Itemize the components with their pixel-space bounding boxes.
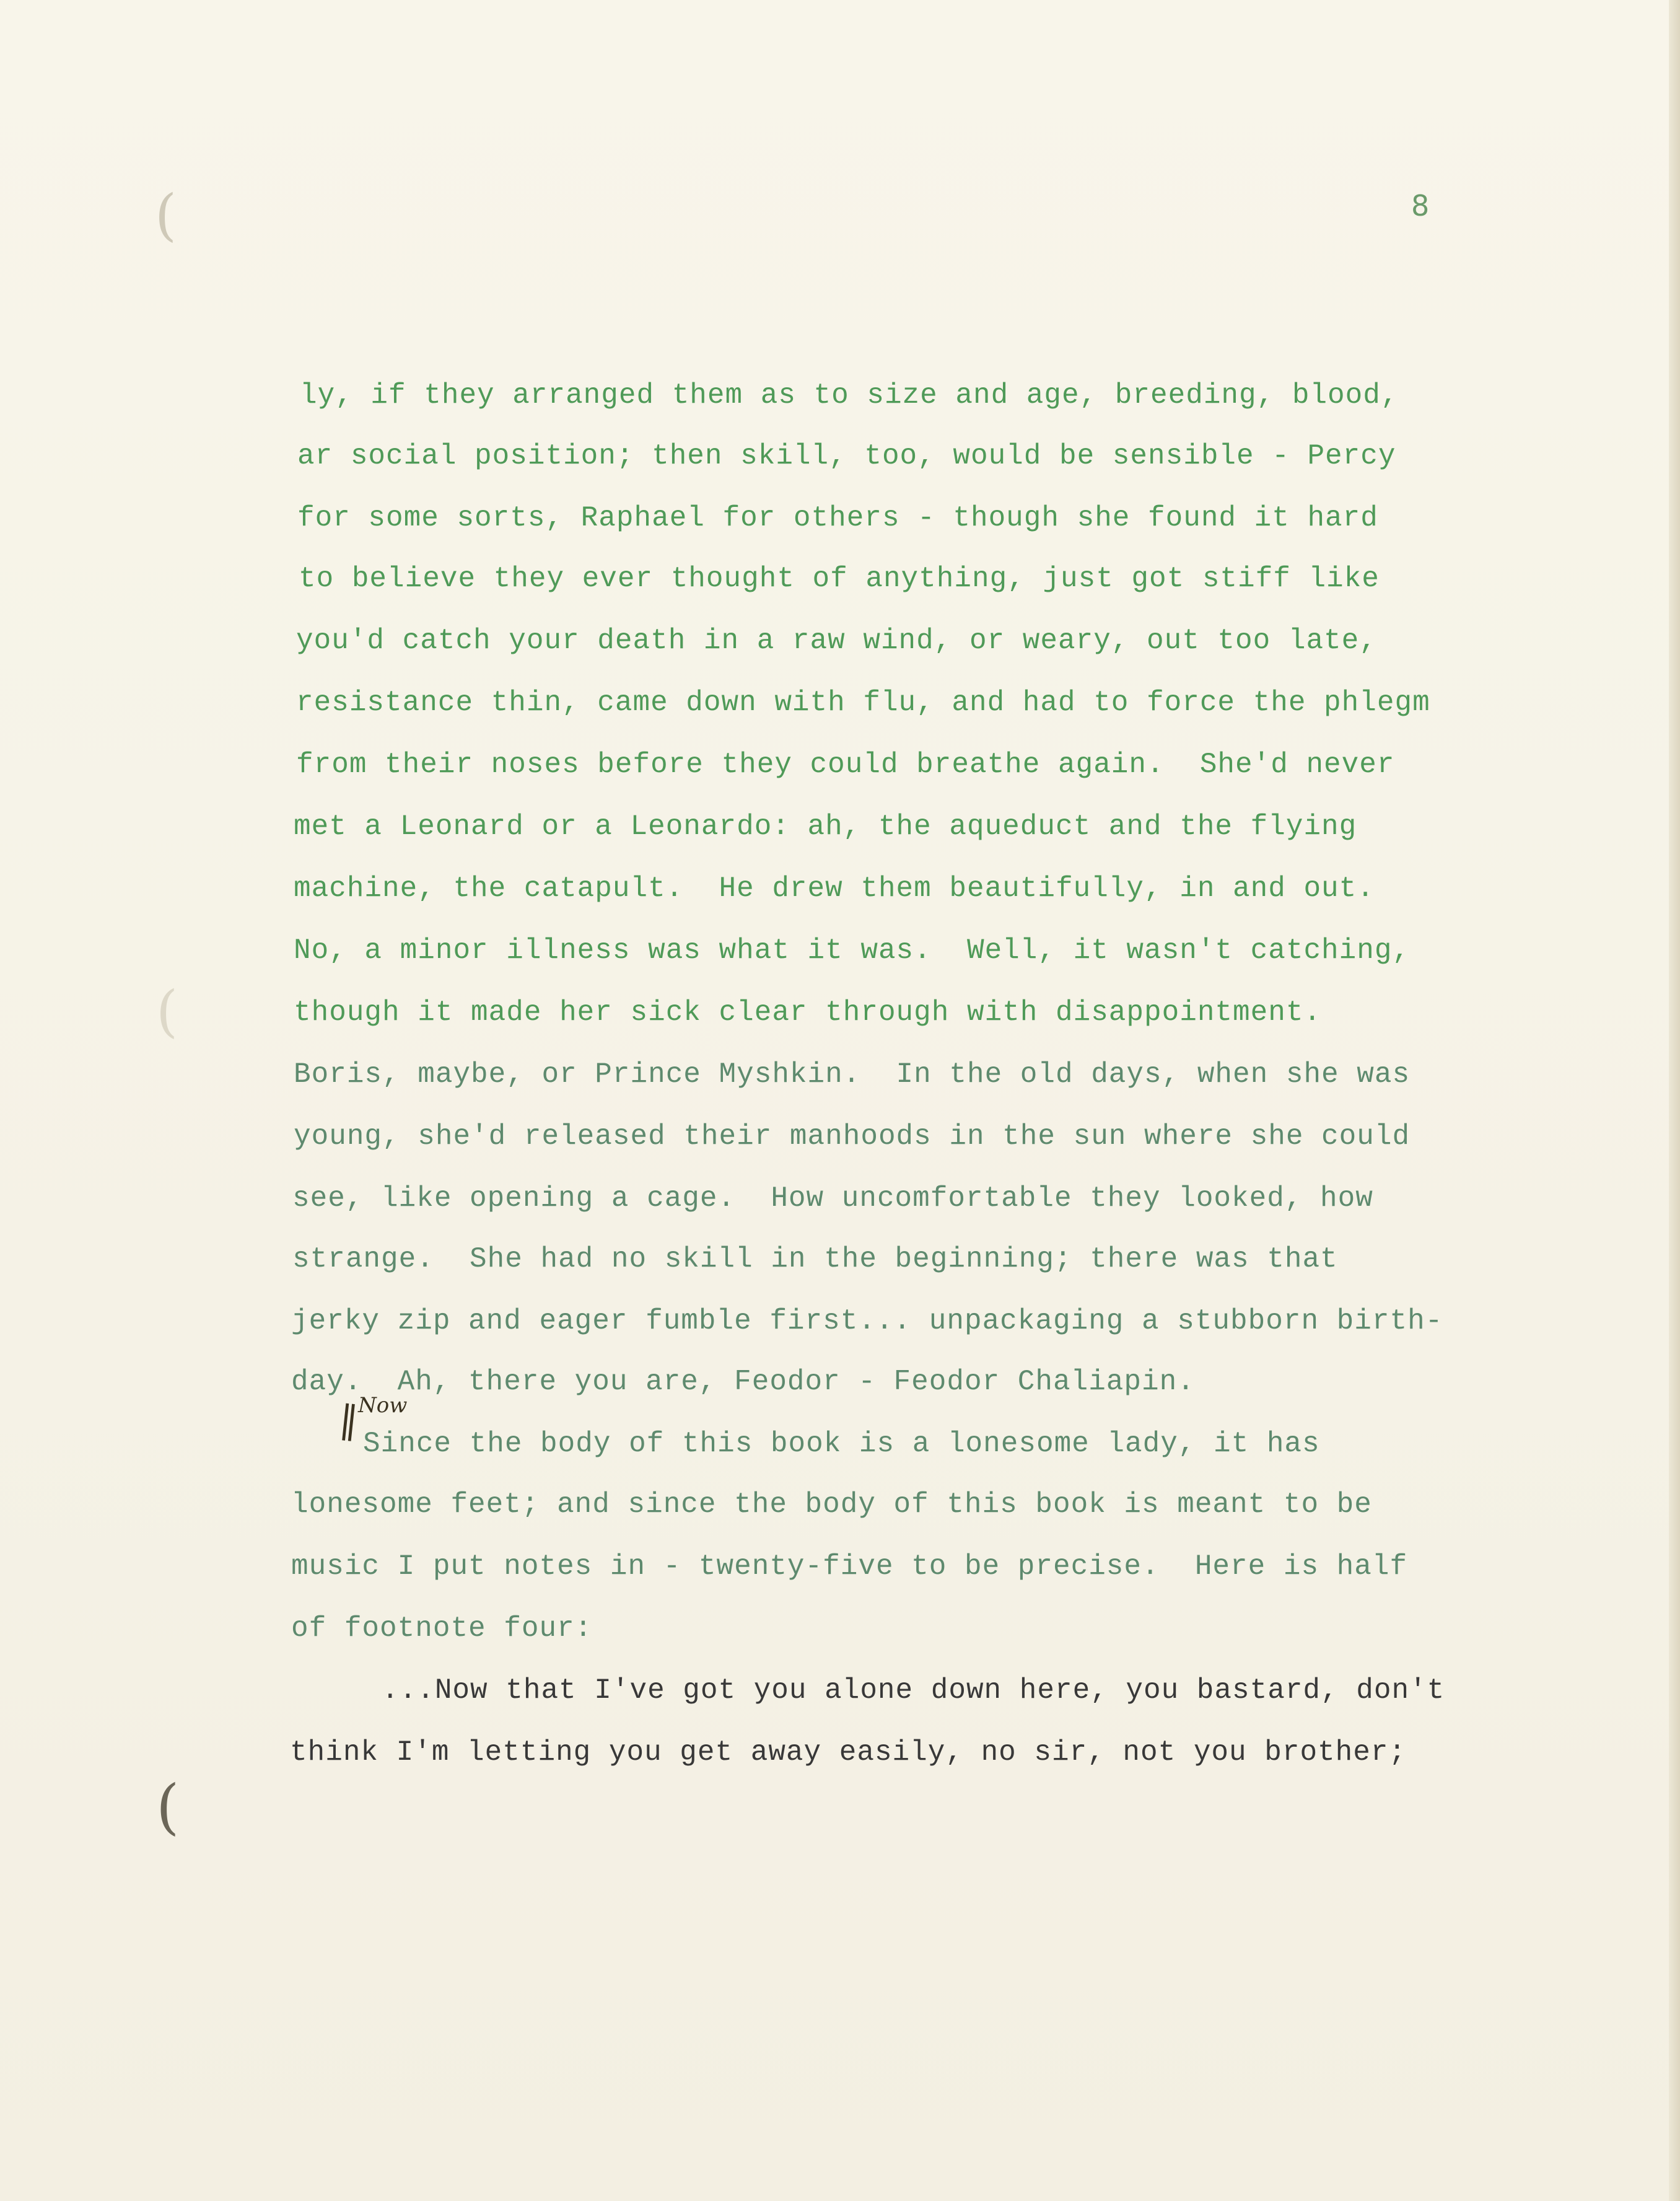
text-line: see, like opening a cage. How uncomfortable they looked, how [292,1182,1373,1215]
punch-hole-middle: ( [156,979,178,1044]
text-line: No, a minor illness was what it was. Well, it wasn't catching, [294,934,1411,967]
text-line: strange. She had no skill in the beginning; there was that [292,1243,1338,1275]
handwritten-insert: Now [358,1393,408,1418]
text-line: machine, the catapult. He drew them beautifully, in and out. [294,872,1375,905]
text-line: ...Now that I've got you alone down here, you bastard, don't [382,1674,1445,1707]
text-line: from their noses before they could breathe again. She'd never [296,749,1395,781]
paper-edge [1669,0,1680,2201]
text-line: young, she'd released their manhoods in the sun where she could [294,1120,1411,1153]
page-number: 8 [1411,189,1430,222]
text-line: music I put notes in - twenty-five to be precise. Here is half [291,1550,1408,1583]
text-line: resistance thin, came down with flu, and had to force the phlegm [296,687,1430,719]
text-line: ar social position; then skill, too, would be sensible - Percy [297,440,1396,472]
text-line: met a Leonard or a Leonardo: ah, the aqueduct and the flying [294,811,1357,843]
text-line: to believe they ever thought of anything, just got stiff like [299,563,1380,595]
text-line: you'd catch your death in a raw wind, or weary, out too late, [296,625,1377,657]
text-line: for some sorts, Raphael for others - though she found it hard [297,502,1378,534]
text-line: lonesome feet; and since the body of this book is meant to be [291,1488,1372,1521]
paragraph-mark: ‖ [337,1397,361,1443]
text-line: jerky zip and eager fumble first... unpackaging a stubborn birth- [291,1305,1443,1337]
punch-hole-bottom: ( [156,1772,180,1842]
text-line: though it made her sick clear through with disappointment. [294,996,1322,1029]
text-line: ly, if they arranged them as to size and age, breeding, blood, [300,379,1399,411]
text-line: day. Ah, there you are, Feodor - Feodor Chaliapin. [291,1366,1195,1398]
punch-hole-top: ( [155,183,177,248]
text-line: of footnote four: [291,1612,593,1645]
text-line: Boris, maybe, or Prince Myshkin. In the old days, when she was [294,1058,1411,1091]
text-line: Since the body of this book is a lonesome lady, it has [363,1428,1320,1460]
text-line: think I'm letting you get away easily, no sir, not you brother; [290,1736,1407,1768]
